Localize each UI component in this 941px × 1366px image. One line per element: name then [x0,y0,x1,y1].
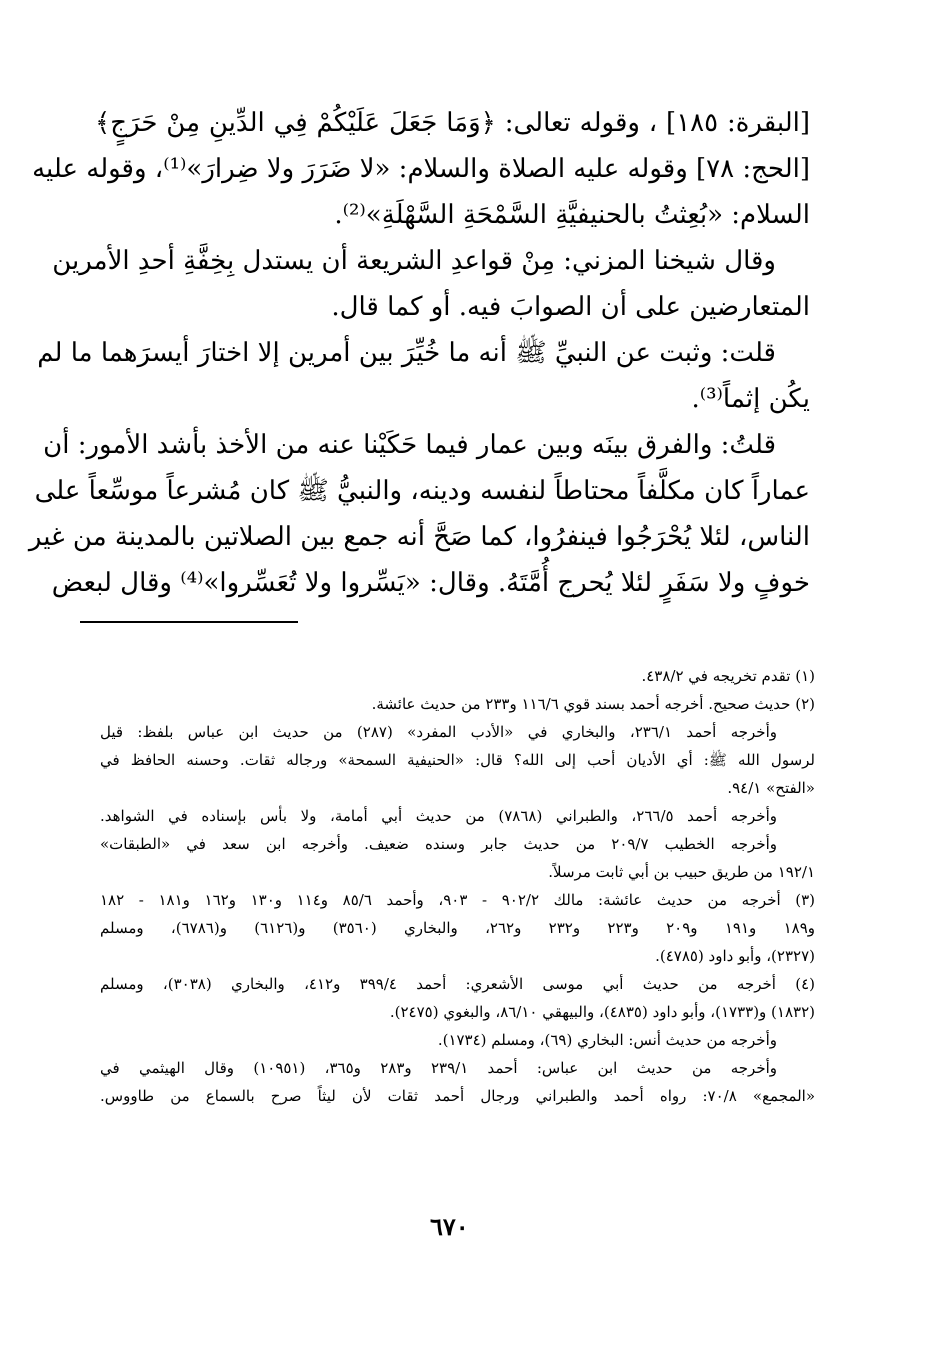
main-line-5: المتعارضين على أن الصوابَ فيه. أو كما قال. [331,292,810,322]
footnote-separator [80,621,298,623]
footnote-3: (٣) أخرجه من حديث عائشة: مالك ٩٠٢/٢ - ٩٠٣، وأحمد ٨٥/٦ و١١٤ و١٣٠ و١٦٢ و١٨١ - ١٨٢ [100,891,816,909]
main-line-10: الناس، لئلا يُحْرَجُوا فينفرُوا، كما صَحَّ أنه جمع بين الصلاتين بالمدينة من غير [28,522,810,552]
footnote-1: (١) تقدم تخريجه في ٤٣٨/٢. [641,667,815,685]
footnote-2-line-7: ١٩٢/١ من طريق حبيب بن أبي ثابت مرسلاً. [548,863,815,881]
main-line-2: [الحج: ٧٨] وقوله عليه الصلاة والسلام: «لا ضَرَرَ ولا ضِرارَ»⁽¹⁾، وقوله عليه [32,154,810,184]
footnote-3-line-2: و١٨٩ و١٩١ و٢٠٩ و٢٢٣ و٢٣٢ و٢٦٢، والبخاري (٣٥٦٠) و(٦١٢٦) و(٦٧٨٦)، ومسلم [100,919,816,937]
footnote-2-line-6: وأخرجه الخطيب ٢٠٩/٧ من حديث جابر وسنده ضعيف. وأخرجه ابن سعد في «الطبقات» [100,835,778,853]
main-line-3: السلام: «بُعِثتُ بالحنيفيَّةِ السَّمْحَةِ السَّهْلَةِ»⁽²⁾. [334,200,810,230]
footnote-2-line-5: وأخرجه أحمد ٢٦٦/٥، والطبراني (٧٨٦٨) من حديث أبي أمامة، ولا بأس بإسناده في الشواهد. [100,807,777,825]
main-line-4: وقال شيخنا المزني: مِنْ قواعدِ الشريعة أن يستدل بِخِفَّةِ أحدِ الأمرين [52,246,776,276]
footnote-2-line-4: «الفتح» ٩٤/١. [727,779,815,797]
footnote-4-line-4: وأخرجه من حديث ابن عباس: أحمد ٢٣٩/١ و٢٨٣ و٣٦٥، (١٠٩٥١) وقال الهيثمي في [100,1059,778,1077]
footnote-4-line-3: وأخرجه من حديث أنس: البخاري (٦٩)، ومسلم (١٧٣٤). [437,1031,777,1049]
main-text [28,100,810,606]
main-line-8: قلتُ: والفرق بينَه وبين عمار فيما حَكَيْنا عنه من الأخذ بأشد الأمور: أن [43,430,776,460]
main-line-6: قلت: وثبت عن النبيِّ ﷺ أنه ما خُيِّرَ بين أمرين إلا اختارَ أيسرَهما ما لم [37,338,776,368]
footnote-4: (٤) أخرجه من حديث أبي موسى الأشعري: أحمد ٣٩٩/٤ و٤١٢، والبخاري (٣٠٣٨)، ومسلم [100,975,816,993]
footnote-2-line-3: لرسول الله ﷺ: أي الأديان أحب إلى الله؟ قال: «الحنيفية السمحة» ورجاله ثقات. وحسنه الحافظ في [100,751,815,769]
footnote-2-line-2: وأخرجه أحمد ٢٣٦/١، والبخاري في «الأدب المفرد» (٢٨٧) من حديث ابن عباس بلفظ: قيل [100,723,777,741]
main-line-9: عماراً كان مكلَّفاً محتاطاً لنفسه ودينه، والنبيُّ ﷺ كان مُشرعاً موسِّعاً على [34,476,810,506]
footnote-3-line-3: (٢٣٢٧)، وأبو داود (٤٧٨٥). [655,947,815,965]
main-line-1: [البقرة: ١٨٥] ، وقوله تعالى: ﴿وَمَا جَعَلَ عَلَيْكُمْ فِي الدِّينِ مِنْ حَرَجٍ﴾ [95,108,810,138]
footnote-4-line-2: (١٨٣٢) و(١٧٣٣)، وأبو داود (٤٨٣٥)، والبيهقي ٨٦/١٠، والبغوي (٢٤٧٥). [389,1003,815,1021]
footnotes [100,662,815,1110]
footnote-2: (٢) حديث صحيح. أخرجه أحمد بسند قوي ١١٦/٦ و٢٣٣ من حديث عائشة. [371,695,815,713]
page-number: ٦٧٠ [430,1212,469,1241]
main-line-7: يكُن إثماً⁽³⁾. [691,384,810,414]
main-line-11: خوفٍ ولا سَفَرٍ لئلا يُحرج أُمَّتَهُ. وقال: «يَسِّروا ولا تُعَسِّروا»⁽⁴⁾ وقال لبعض [51,568,810,598]
footnote-4-line-5: «المجمع» ٧٠/٨: رواه أحمد والطبراني ورجال أحمد ثقات لأن ليثاً صرح بالسماع من طاووس. [100,1087,815,1105]
